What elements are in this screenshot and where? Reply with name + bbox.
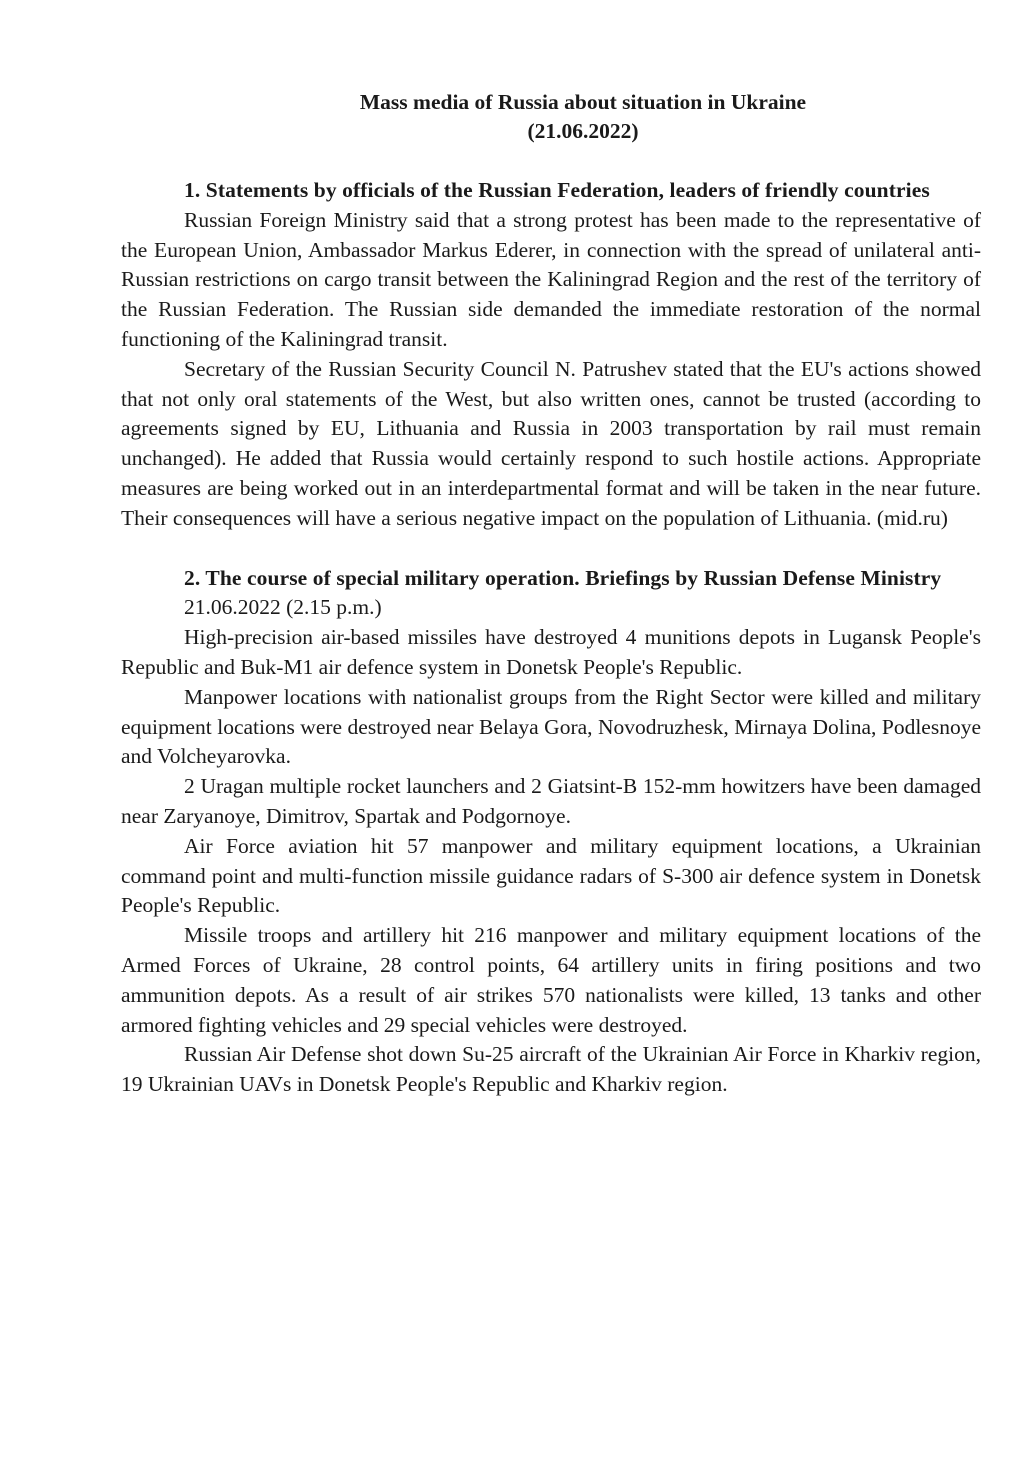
paragraph: Air Force aviation hit 57 manpower and military equipment locations, a Ukrainian command point and multi-function missile guidance radars of S-300 air defence system in Donetsk People's Republic. <box>121 833 981 918</box>
section-military-operation <box>121 564 981 1100</box>
paragraph: 2 Uragan multiple rocket launchers and 2 Giatsint-B 152-mm howitzers have been damaged near Zaryanoye, Dimitrov, Spartak and Podgornoye. <box>121 774 981 828</box>
document-title <box>0 88 1024 146</box>
section-spacer <box>121 534 981 564</box>
title-line-2: (21.06.2022) <box>527 119 639 143</box>
paragraph: Russian Foreign Ministry said that a strong protest has been made to the representative of the European Union, Ambassador Markus Ederer, in connection with the spread of unilateral anti-Russian restrictions on cargo transit between the Kaliningrad Region and the rest of the territory of the Russian Federation. The Russian side demanded the immediate restoration of the normal functioning of the Kaliningrad transit. <box>121 207 981 351</box>
briefing-date: 21.06.2022 (2.15 p.m.) <box>184 595 382 620</box>
paragraph: Russian Air Defense shot down Su-25 aircraft of the Ukrainian Air Force in Kharkiv region, 19 Ukrainian UAVs in Donetsk People's Republic and Kharkiv region. <box>121 1042 981 1097</box>
paragraph: Missile troops and artillery hit 216 manpower and military equipment locations of the Armed Forces of Ukraine, 28 control points, 64 artillery units in firing positions and two ammunition depots. As a result of air strikes 570 nationalists were killed, 13 tanks and other armored fighting vehicles and 29 special vehicles were destroyed. <box>121 923 981 1037</box>
document-body <box>121 176 981 1100</box>
paragraph: Manpower locations with nationalist groups from the Right Sector were killed and military equipment locations were destroyed near Belaya Gora, Novodruzhesk, Mirnaya Dolina, Podlesnoye and Volcheyarovka. <box>121 684 981 769</box>
paragraph: Secretary of the Russian Security Council N. Patrushev stated that the EU's actions showed that not only oral statements of the West, but also written ones, cannot be trusted (according to agreements signed by EU, Lithuania and Russia in 2003 transportation by rail must remain unchanged). He added that Russia would certainly respond to such hostile actions. Appropriate measures are being worked out in an interdepartmental format and will be taken in the near future. Their consequences will have a serious negative impact on the population of Lithuania. (mid.ru) <box>121 356 981 530</box>
section-heading: 2. The course of special military operation. Briefings by Russian Defense Ministry <box>184 565 942 590</box>
title-line-1: Mass media of Russia about situation in Ukraine <box>359 90 807 114</box>
paragraph: High-precision air-based missiles have destroyed 4 munitions depots in Lugansk People's Republic and Buk-M1 air defence system in Donetsk People's Republic. <box>121 625 981 679</box>
section-heading: 1. Statements by officials of the Russian Federation, leaders of friendly countries <box>184 178 930 202</box>
section-statements <box>121 176 981 534</box>
